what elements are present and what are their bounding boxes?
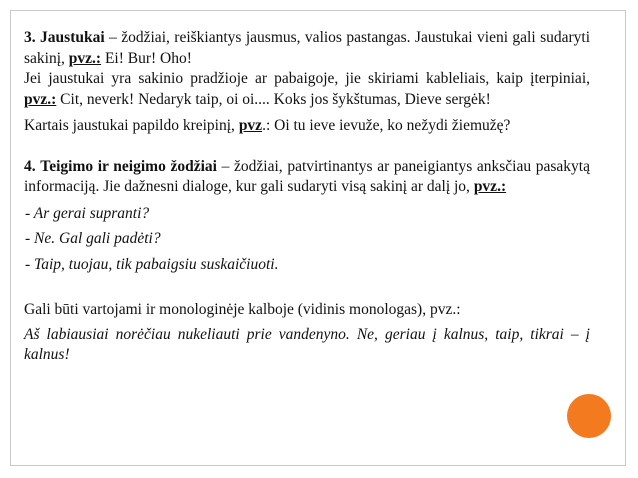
- section-number: 3.: [24, 29, 36, 46]
- dialog-line-1: - Ar gerai supranti?: [25, 204, 150, 222]
- section-number: 4.: [24, 157, 36, 175]
- paragraph-text: Kartais jaustukai papildo kreipinį,: [24, 117, 239, 134]
- dialog-line-3: - Taip, tuojau, tik pabaigsiu suskaičiuoti.: [25, 255, 279, 273]
- pvz-label: pvz.:: [24, 90, 57, 108]
- example-text: Cit, neverk! Nedaryk taip, oi oi.... Koks jos šykštumas, Dieve sergėk!: [56, 90, 491, 108]
- example-text: .: Oi tu ieve ievuže, ko nežydi žiemužę?: [262, 117, 511, 134]
- dialog-line-2: - Ne. Gal gali padėti?: [25, 230, 161, 247]
- term-teigimo: Teigimo ir neigimo žodžiai: [40, 157, 217, 175]
- paragraph-jaustukai: [24, 28, 590, 69]
- paragraph-teigimo: [24, 157, 590, 198]
- definition-text: – žodžiai, patvirtinantys ar paneigiantys anksčiau pasakytą informaciją. Jie dažnesni dialoge, kur gali sudaryti visą sakinį ar dalį jo,: [24, 157, 590, 195]
- pvz-label: pvz.:: [68, 49, 102, 67]
- paragraph-text: Jei jaustukai yra sakinio pradžioje ar pabaigoje, jie skiriami kableliais, kaip įterpiniai,: [24, 70, 590, 87]
- paragraph-punctuation: [24, 69, 590, 110]
- paragraph-kreipinys: [24, 116, 590, 137]
- paragraph-monologas: Gali būti vartojami ir monologinėje kalboje (vidinis monologas), pvz.:: [24, 301, 461, 318]
- term-jaustukai: Jaustukai: [40, 29, 105, 46]
- example-text: Ei! Bur! Oho!: [101, 49, 192, 67]
- pvz-label: pvz.:: [473, 178, 507, 195]
- decorative-circle: [567, 394, 611, 438]
- definition-text: – žodžiai, reiškiantys jausmus, valios pastangas. Jaustukai vieni gali sudaryti sakinį,: [24, 29, 591, 67]
- pvz-label: pvz: [238, 117, 263, 134]
- slide-content: [24, 28, 590, 366]
- paragraph-monologas-example: Aš labiausiai norėčiau nukeliauti prie vandenyno. Ne, geriau į kalnus, taip, tikrai – į kalnus!: [24, 325, 590, 363]
